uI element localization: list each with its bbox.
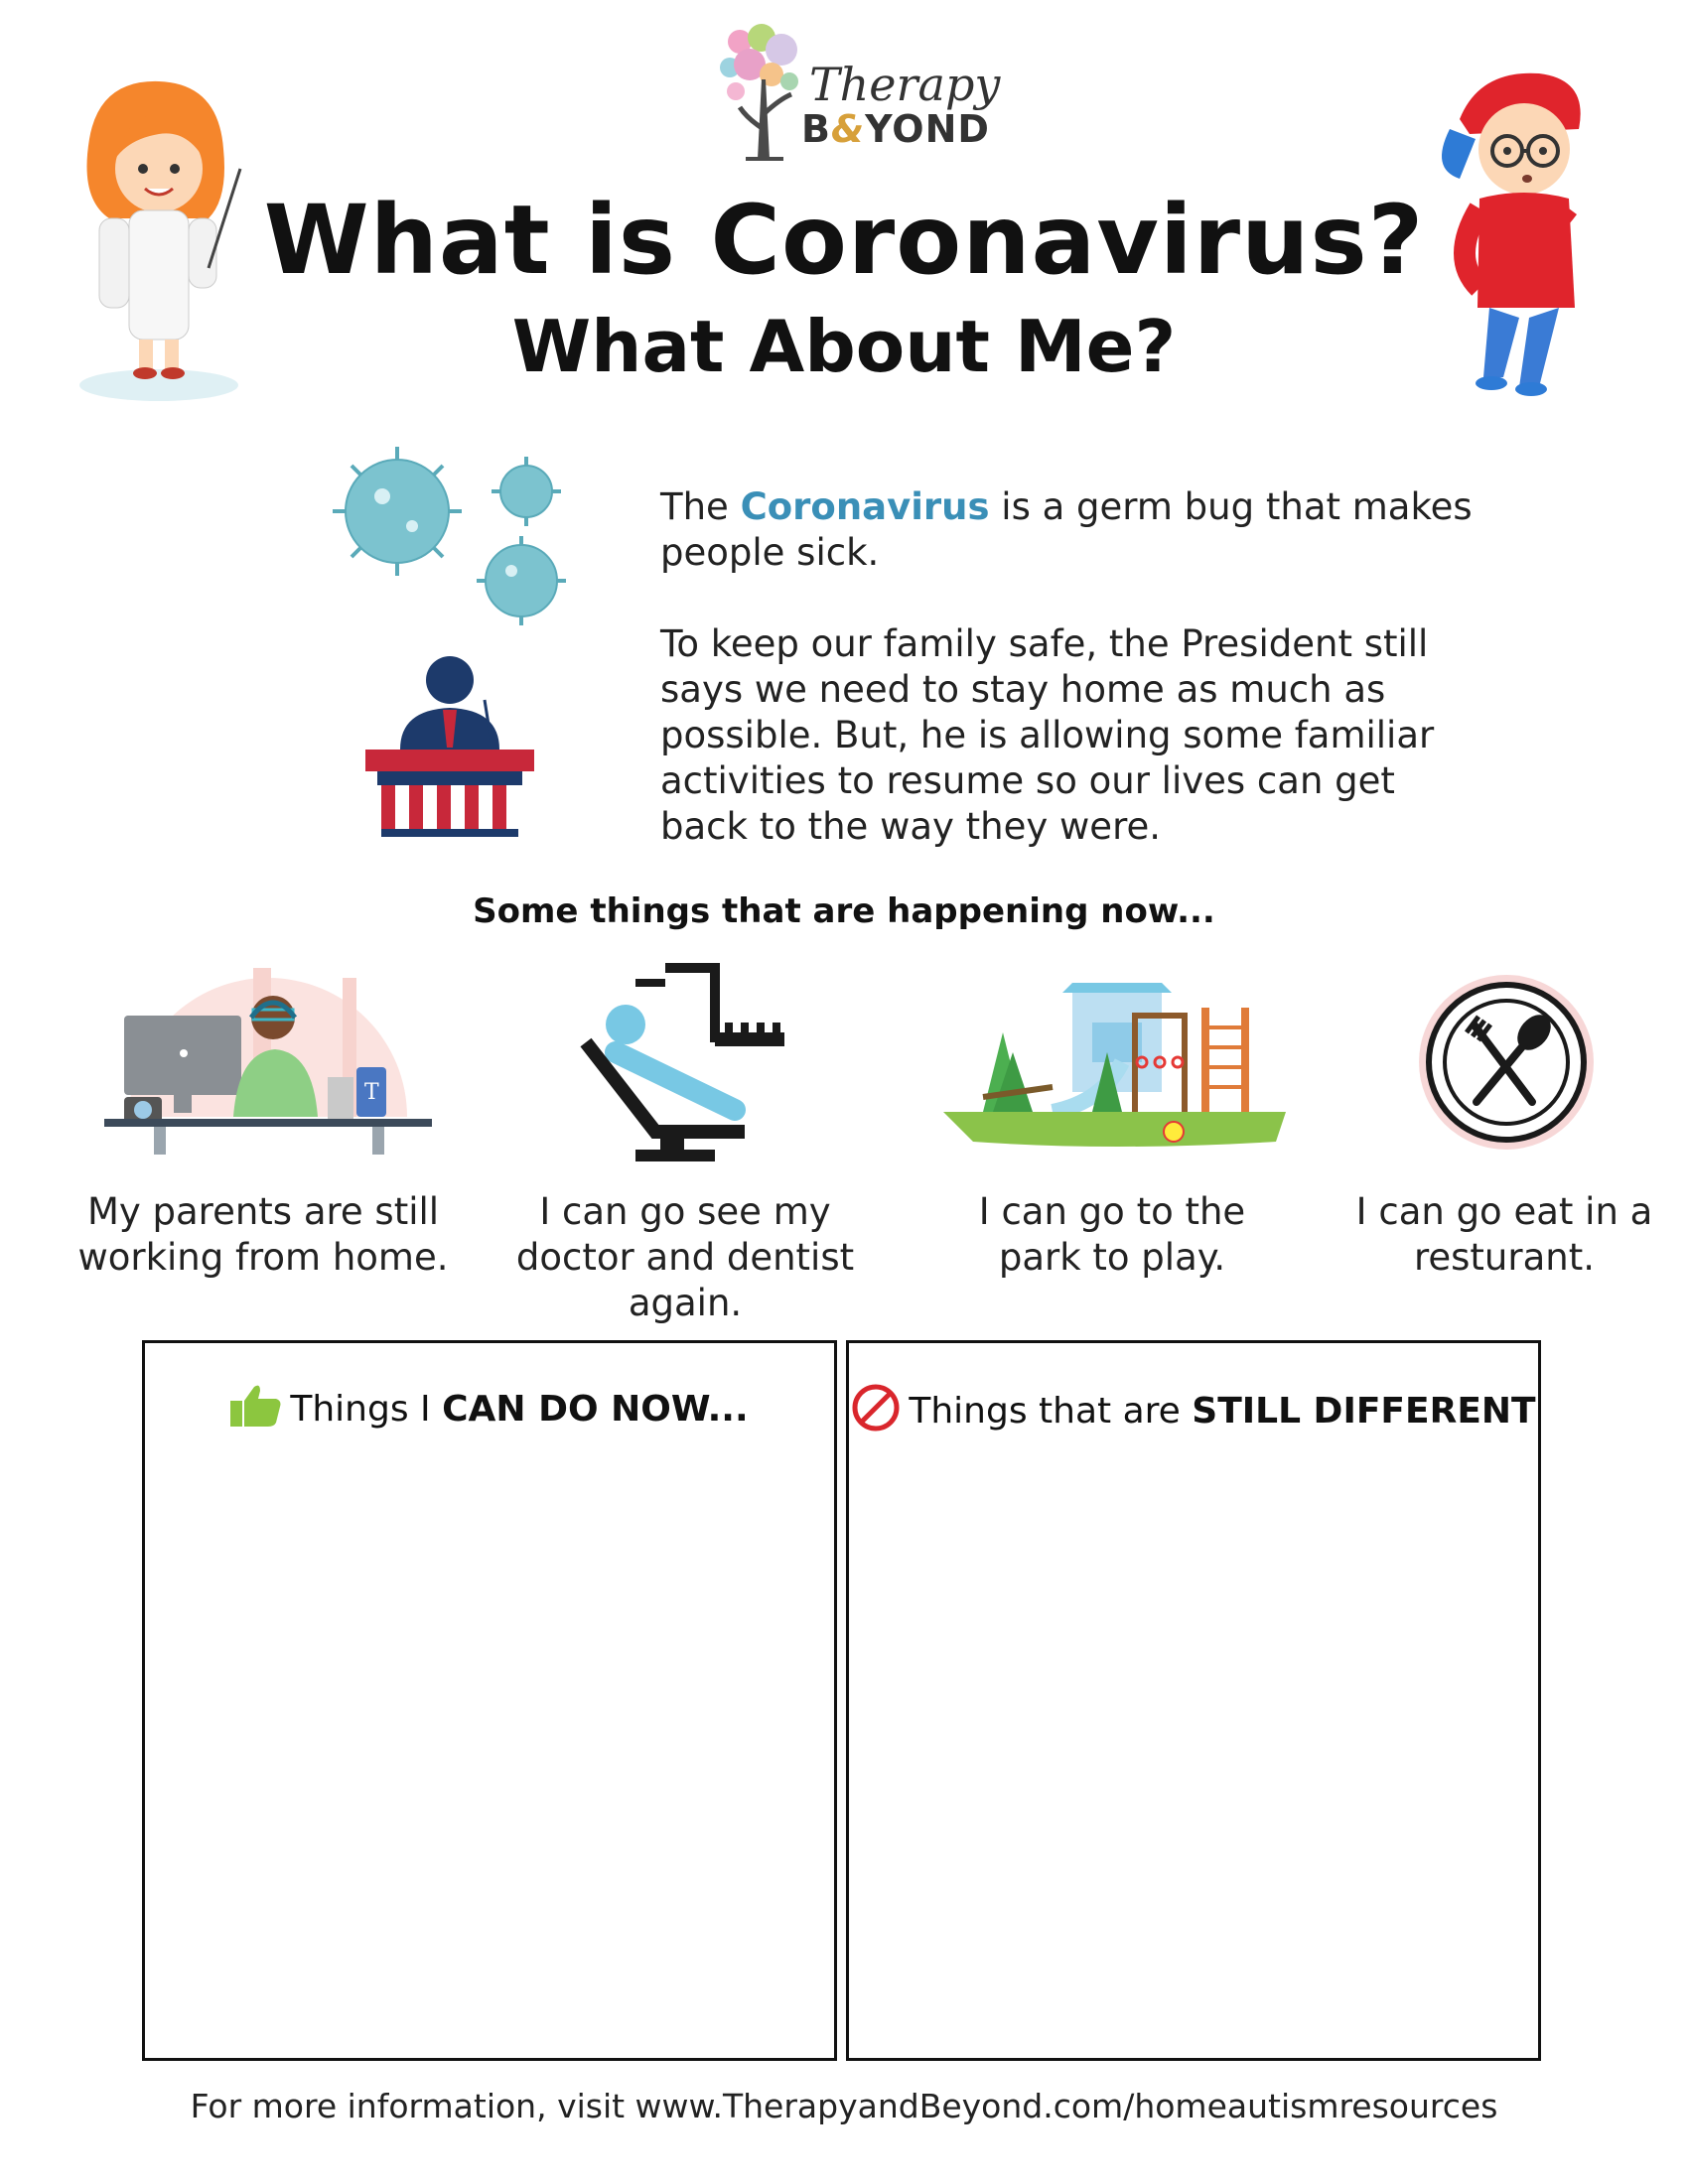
item-caption-parents: My parents are still working from home. bbox=[77, 1190, 449, 1279]
president-podium-icon bbox=[365, 650, 534, 839]
logo-line-therapy: Therapy bbox=[809, 58, 1001, 111]
still-different-box[interactable] bbox=[846, 1340, 1541, 2061]
thumbs-up-icon bbox=[230, 1383, 282, 1427]
therapy-beyond-logo bbox=[710, 20, 1001, 169]
can-do-now-header: Things I CAN DO NOW... bbox=[145, 1383, 834, 1430]
dental-chair-icon bbox=[576, 963, 794, 1161]
fork-spoon-icon bbox=[1415, 971, 1599, 1155]
page-title: What is Coronavirus? bbox=[263, 185, 1425, 296]
intro-paragraph-2: To keep our family safe, the President still says we need to stay home as much as possible. But, he is allowing some familiar activities to resume so our lives can get back to the way they were. bbox=[660, 622, 1435, 848]
can-do-now-box[interactable] bbox=[142, 1340, 837, 2061]
still-different-header: Things that are STILL DIFFERENT bbox=[849, 1383, 1538, 1433]
coronavirus-highlight: Coronavirus bbox=[740, 485, 990, 528]
playground-icon bbox=[943, 983, 1286, 1152]
happening-heading: Some things that are happening now... bbox=[473, 891, 1215, 931]
page-subtitle: What About Me? bbox=[511, 305, 1177, 388]
virus-icon bbox=[323, 437, 581, 635]
logo-ampersand: & bbox=[830, 107, 866, 151]
item-caption-restaurant: I can go eat in a resturant. bbox=[1355, 1190, 1653, 1279]
intro-paragraph-1: The Coronavirus is a germ bug that makes people sick. bbox=[660, 485, 1473, 574]
logo-b: B bbox=[801, 107, 831, 151]
logo-yond: YOND bbox=[865, 107, 990, 151]
no-sign-icon bbox=[851, 1383, 901, 1433]
item-caption-park: I can go to the park to play. bbox=[978, 1190, 1246, 1279]
footer-text: For more information, visit www.TherapyandBeyond.com/homeautismresources bbox=[190, 2087, 1498, 2125]
intro-text bbox=[660, 484, 1475, 895]
logo-line-beyond bbox=[801, 107, 990, 151]
item-caption-doctor: I can go see my doctor and dentist again. bbox=[515, 1190, 855, 1324]
svg-text:T: T bbox=[364, 1080, 379, 1105]
parent-working-computer-icon bbox=[104, 958, 432, 1157]
